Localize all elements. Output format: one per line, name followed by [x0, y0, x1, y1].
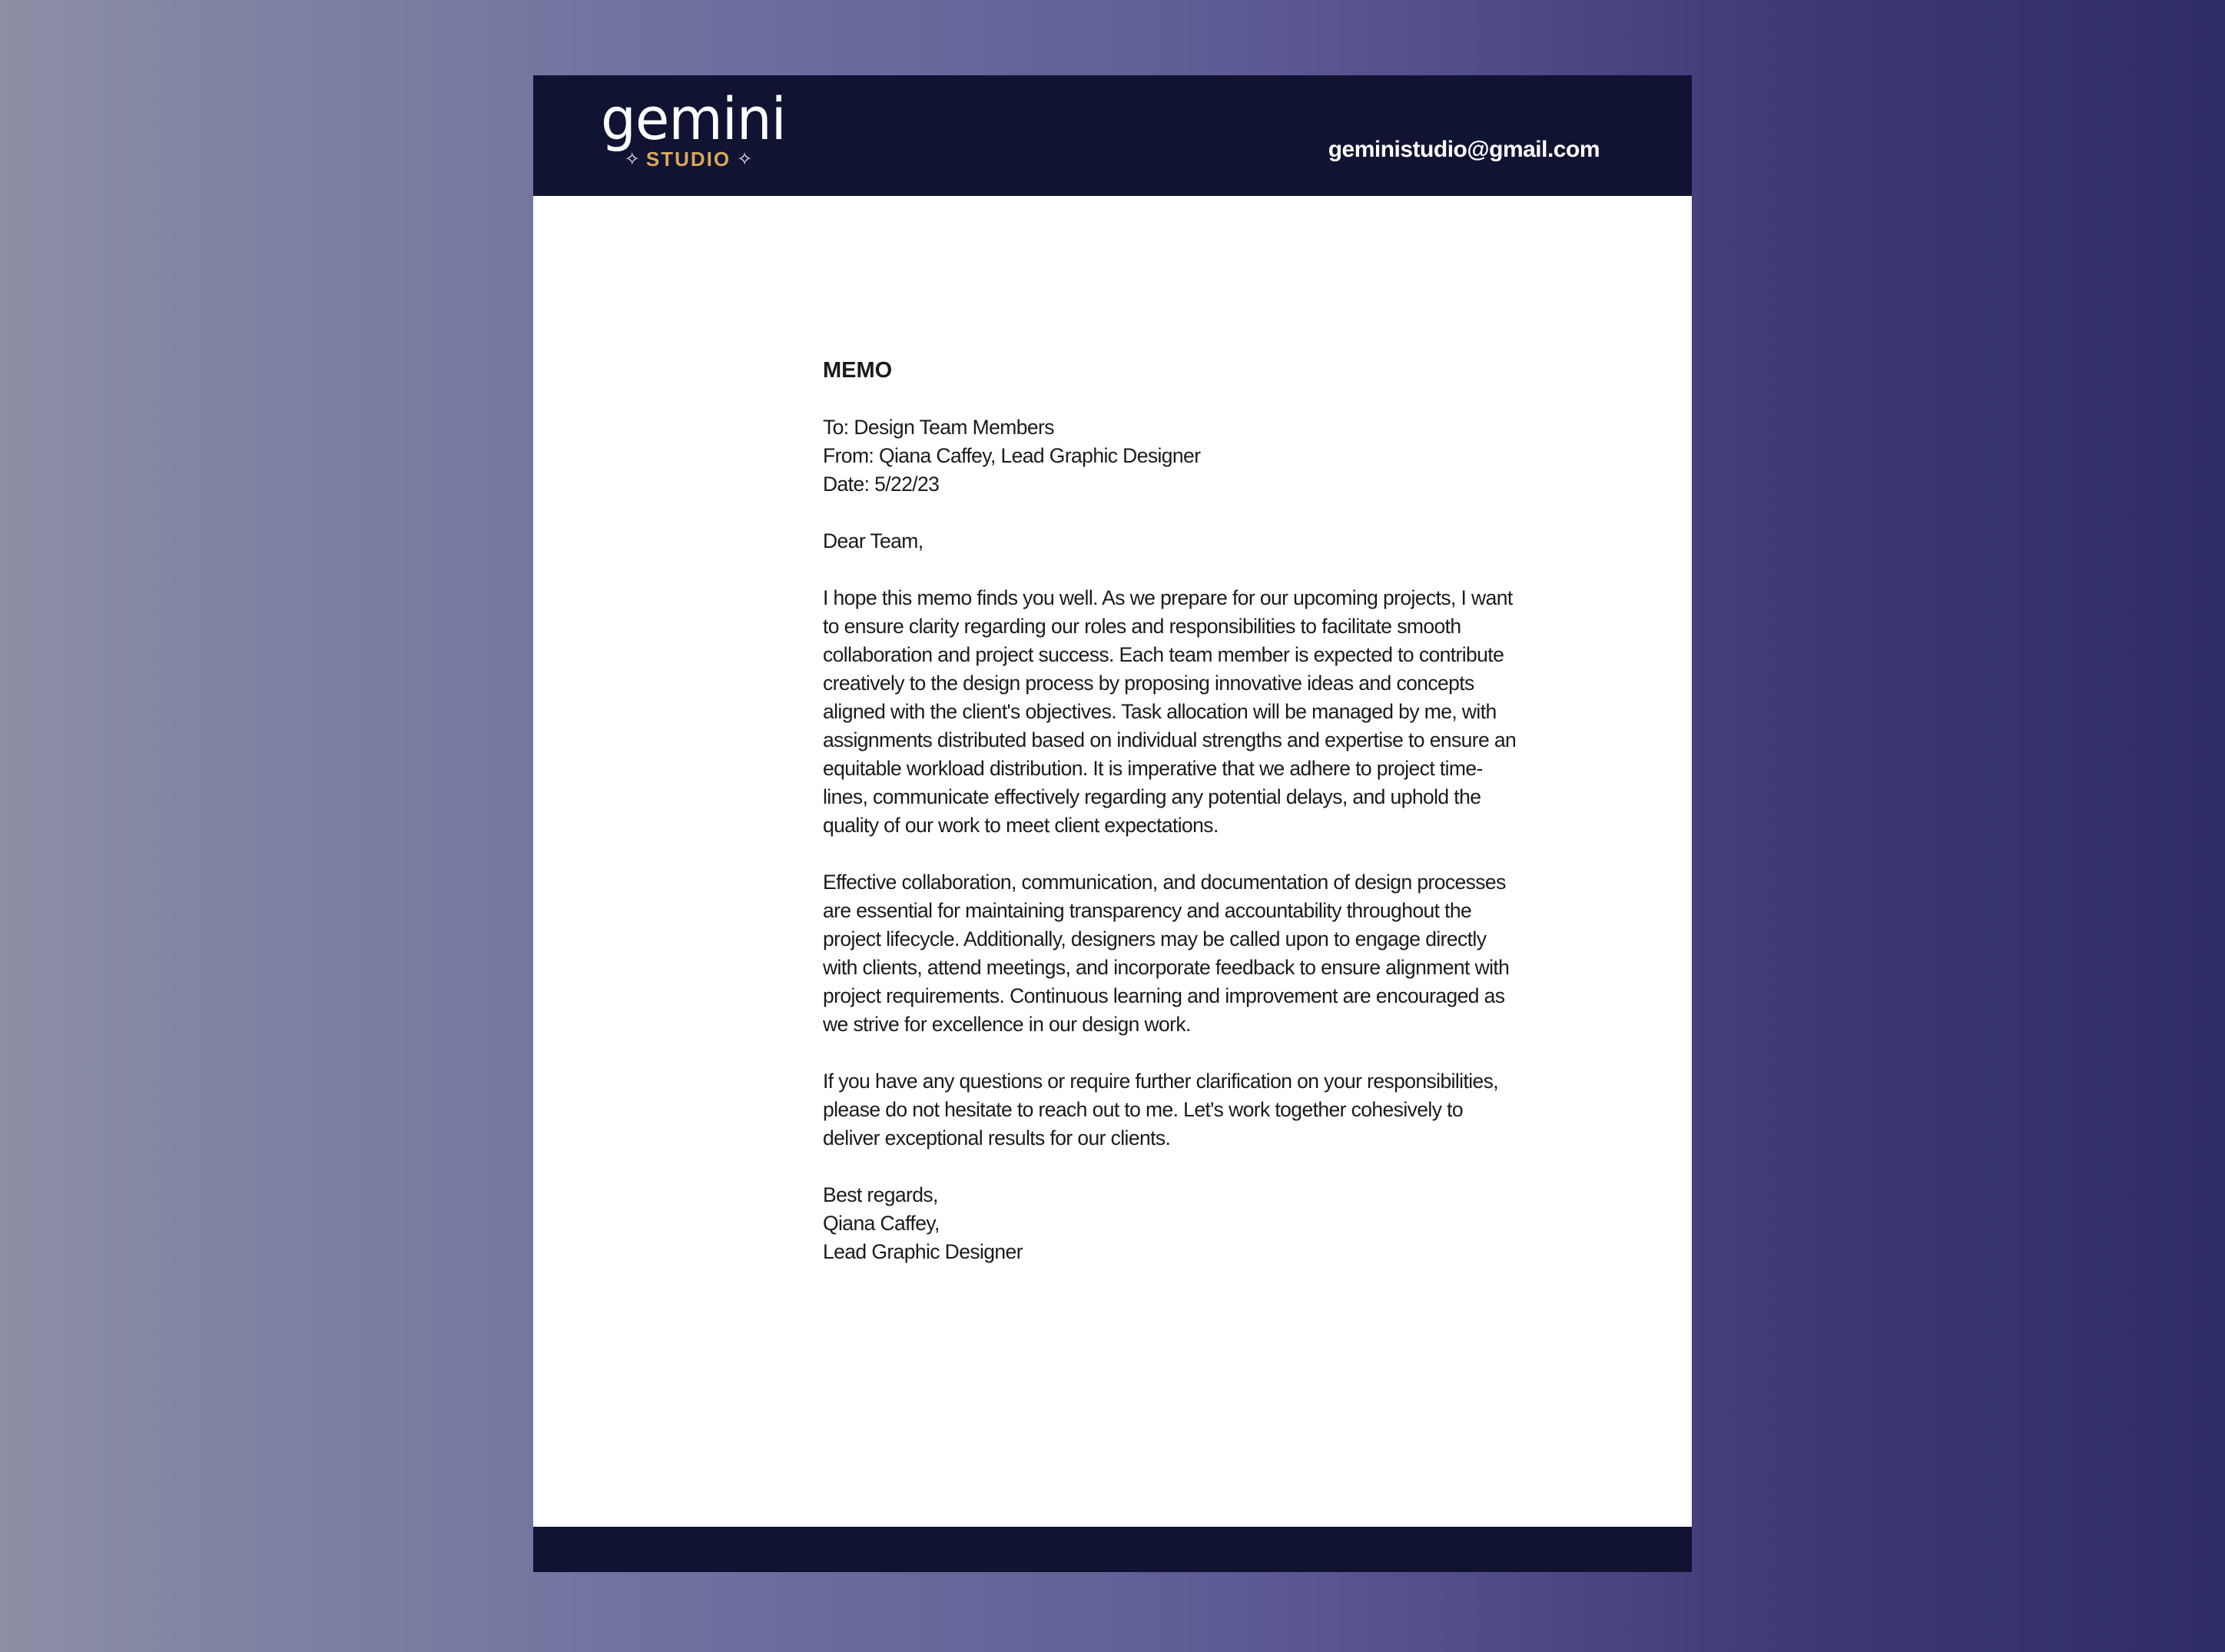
sparkle-icon: ✧ — [624, 148, 640, 170]
text-line: equitable workload distribution. It is imperative that we adhere to project time- — [823, 757, 1483, 780]
closing: Best regards, — [823, 1183, 938, 1206]
text-line: creatively to the design process by proposing innovative ideas and concepts — [823, 672, 1474, 695]
text-line: quality of our work to meet client expectations. — [823, 814, 1219, 837]
memo-greeting: Dear Team, — [823, 529, 923, 552]
text-line: are essential for maintaining transparency and accountability throughout the — [823, 899, 1472, 922]
memo-paragraph-3 — [823, 1067, 1560, 1153]
text-line: we strive for excellence in our design work. — [823, 1013, 1191, 1036]
text-line: please do not hesitate to reach out to me. Let's work together cohesively to — [823, 1098, 1464, 1121]
text-line: project requirements. Continuous learning and improvement are encouraged as — [823, 984, 1505, 1007]
logo-studio-text: STUDIO — [645, 148, 731, 171]
memo-to: To: Design Team Members — [823, 416, 1054, 439]
text-line: deliver exceptional results for our clients. — [823, 1126, 1171, 1149]
memo-meta — [823, 413, 1560, 499]
memo-date: Date: 5/22/23 — [823, 473, 940, 496]
memo-title: MEMO — [823, 358, 893, 383]
signature-name: Qiana Caffey, — [823, 1212, 940, 1235]
text-line: assignments distributed based on individual strengths and expertise to ensure an — [823, 728, 1517, 751]
text-line: aligned with the client's objectives. Task allocation will be managed by me, with — [823, 700, 1497, 723]
text-line: with clients, attend meetings, and incorporate feedback to ensure alignment with — [823, 956, 1510, 979]
memo-page — [533, 75, 1692, 1572]
memo-paragraph-2 — [823, 868, 1560, 1039]
letterhead-footer — [533, 1527, 1692, 1572]
memo-body — [823, 357, 1560, 1295]
text-line: project lifecycle. Additionally, designers may be called upon to engage directly — [823, 927, 1487, 950]
text-line: I hope this memo finds you well. As we prepare for our upcoming projects, I want — [823, 586, 1513, 609]
memo-paragraph-1 — [823, 584, 1560, 840]
signature-title: Lead Graphic Designer — [823, 1240, 1023, 1263]
logo-wordmark: gemini — [601, 85, 786, 153]
text-line: Effective collaboration, communication, and documentation of design processes — [823, 871, 1506, 894]
memo-from: From: Qiana Caffey, Lead Graphic Designer — [823, 444, 1201, 467]
text-line: If you have any questions or require further clarification on your responsibilities, — [823, 1070, 1499, 1093]
gemini-studio-logo — [596, 85, 786, 171]
text-line: collaboration and project success. Each team member is expected to contribute — [823, 643, 1504, 666]
sparkle-icon: ✧ — [737, 148, 753, 170]
memo-signoff — [823, 1181, 1560, 1266]
letterhead-header — [533, 75, 1692, 196]
text-line: to ensure clarity regarding our roles and responsibilities to facilitate smooth — [823, 615, 1461, 638]
contact-email: geministudio@gmail.com — [1328, 137, 1600, 162]
text-line: lines, communicate effectively regarding any potential delays, and uphold the — [823, 785, 1481, 808]
